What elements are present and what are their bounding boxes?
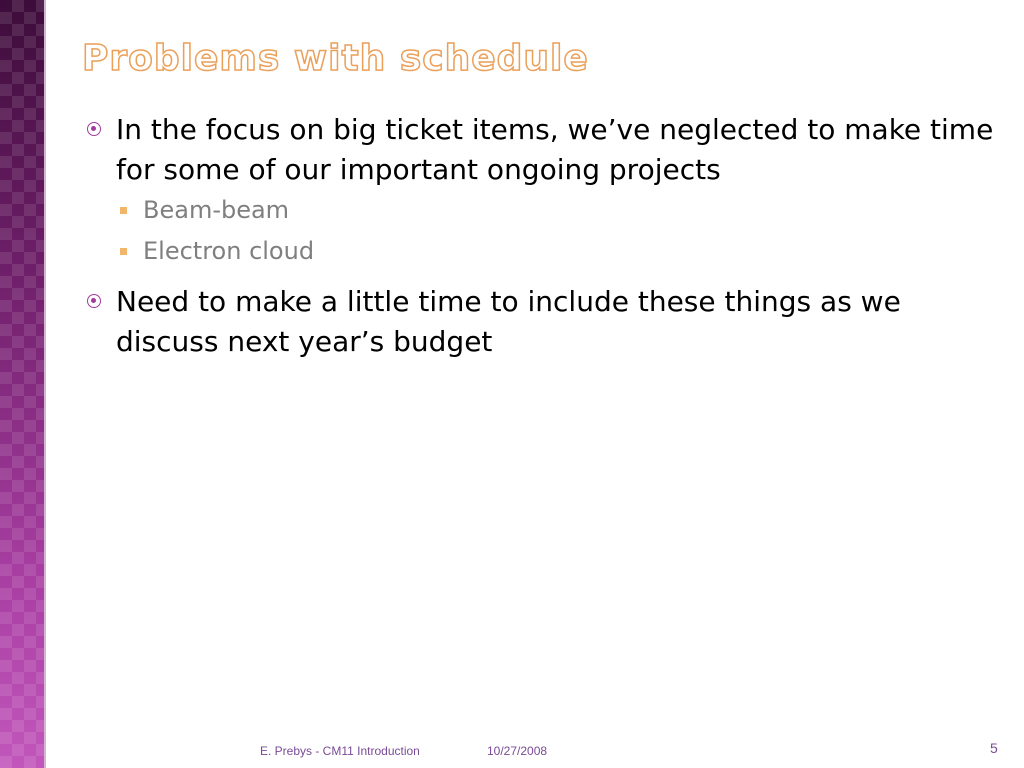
bullet-text: In the focus on big ticket items, we’ve neglected to make time for some of our important ongoing projects bbox=[116, 113, 994, 186]
circle-bullet-icon bbox=[87, 122, 101, 136]
bullet-item bbox=[84, 282, 1004, 362]
sub-bullet-item bbox=[84, 231, 1004, 272]
slide-title: Problems with schedule bbox=[82, 38, 589, 79]
decorative-side-band bbox=[0, 0, 44, 768]
footer-author: E. Prebys - CM11 Introduction bbox=[260, 744, 420, 758]
sub-bullet-text: Beam-beam bbox=[143, 196, 290, 224]
circle-bullet-icon bbox=[87, 294, 101, 308]
sub-bullet-text: Electron cloud bbox=[143, 237, 315, 265]
page-number: 5 bbox=[990, 740, 998, 756]
square-bullet-icon bbox=[120, 248, 127, 255]
slide-content bbox=[84, 110, 1004, 362]
bullet-item bbox=[84, 110, 1004, 190]
sub-bullet-item bbox=[84, 190, 1004, 231]
bullet-text: Need to make a little time to include these things as we discuss next year’s budget bbox=[116, 285, 901, 358]
footer-date: 10/27/2008 bbox=[487, 744, 548, 758]
side-band-edge bbox=[44, 0, 46, 768]
square-bullet-icon bbox=[120, 207, 127, 214]
